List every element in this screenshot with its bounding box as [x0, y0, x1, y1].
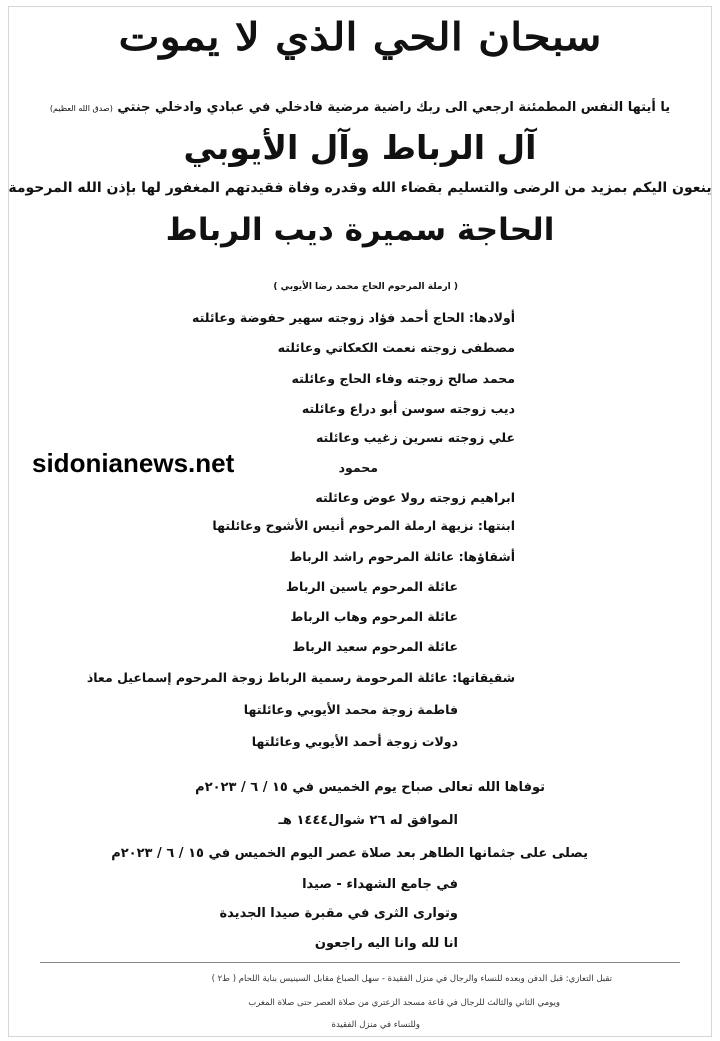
condolence-line: وللنساء في منزل الفقيدة [331, 1020, 420, 1030]
relative-line: فاطمة زوجة محمد الأيوبي وعائلتها [243, 702, 458, 717]
announcement-text: ينعون اليكم بمزيد من الرضى والتسليم بقضاء الله وقدره وفاة فقيدتهم المغفور لها بإذن الله المرحومة [8, 180, 712, 196]
burial-place: وتوارى الثرى في مقبرة صيدا الجديدة [219, 906, 458, 921]
relative-line: دولات زوجة أحمد الأيوبي وعائلتها [251, 734, 458, 749]
death-date: توفاها الله تعالى صباح يوم الخميس في ١٥ / ٦ / ٢٠٢٣م [195, 780, 545, 795]
calligraphy-heading: سبحان الحي الذي لا يموت [118, 14, 602, 59]
condolence-line: تقبل التعازي: قبل الدفن وبعده للنساء والرجال في منزل الفقيدة - سهل الصباغ مقابل السينيس بناية اللحام ( ط٢ ) [211, 974, 612, 984]
watermark: sidonianews.net [32, 448, 235, 478]
relative-line: ابراهيم زوجته رولا عوض وعائلته [315, 490, 515, 505]
quran-verse [20, 100, 700, 115]
mosque-name: في جامع الشهداء - صيدا [302, 877, 458, 892]
families-title: آل الرباط وآل الأيوبي [183, 128, 537, 167]
relative-line: علي زوجته نسرين زغيب وعائلته [315, 430, 515, 445]
relative-line: ابنتها: نزيهة ارملة المرحوم أنيس الأشوح وعائلتها [212, 518, 515, 533]
relative-line: شقيقاتها: عائلة المرحومة رسمية الرباط زوجة المرحوم إسماعيل معاذ [86, 670, 515, 685]
relative-line: عائلة المرحوم ياسين الرباط [286, 579, 458, 594]
relative-line: مصطفى زوجته نعمت الكعكاتي وعائلته [277, 340, 515, 355]
relative-line: عائلة المرحوم سعيد الرباط [292, 639, 458, 654]
widow-of-text: ( ارملة المرحوم الحاج محمد رضا الأيوبي ) [273, 282, 458, 292]
verse-source: (صدق الله العظيم) [49, 104, 113, 113]
condolence-line: ويومي الثاني والثالث للرجال في قاعة مسجد الزعتري من صلاة العصر حتى صلاة المغرب [248, 998, 560, 1008]
relative-line: ديب زوجته سوسن أبو دراع وعائلته [301, 401, 515, 416]
verse-text: يا أيتها النفس المطمئنة ارجعي الى ربك راضية مرضية فادخلي في عبادي وادخلي جنتي [117, 100, 671, 115]
relative-line: محمد صالح زوجته وفاء الحاج وعائلته [291, 371, 515, 386]
relative-line: أولادها: الحاج أحمد فؤاد زوجته سهير حفوضة وعائلته [192, 310, 515, 325]
funeral-prayer: يصلى على جثمانها الطاهر بعد صلاة عصر اليوم الخميس في ١٥ / ٦ / ٢٠٢٣م [111, 846, 588, 861]
hijri-date: الموافق له ٢٦ شوال١٤٤٤ هـ [278, 813, 458, 828]
footer-divider [40, 962, 680, 963]
closing-verse: انا لله وانا اليه راجعون [314, 936, 458, 951]
relative-line: محمود [338, 460, 378, 475]
deceased-name: الحاجة سميرة ديب الرباط [165, 212, 555, 248]
relative-line: عائلة المرحوم وهاب الرباط [290, 609, 458, 624]
relative-line: أشقاؤها: عائلة المرحوم راشد الرباط [289, 549, 515, 564]
